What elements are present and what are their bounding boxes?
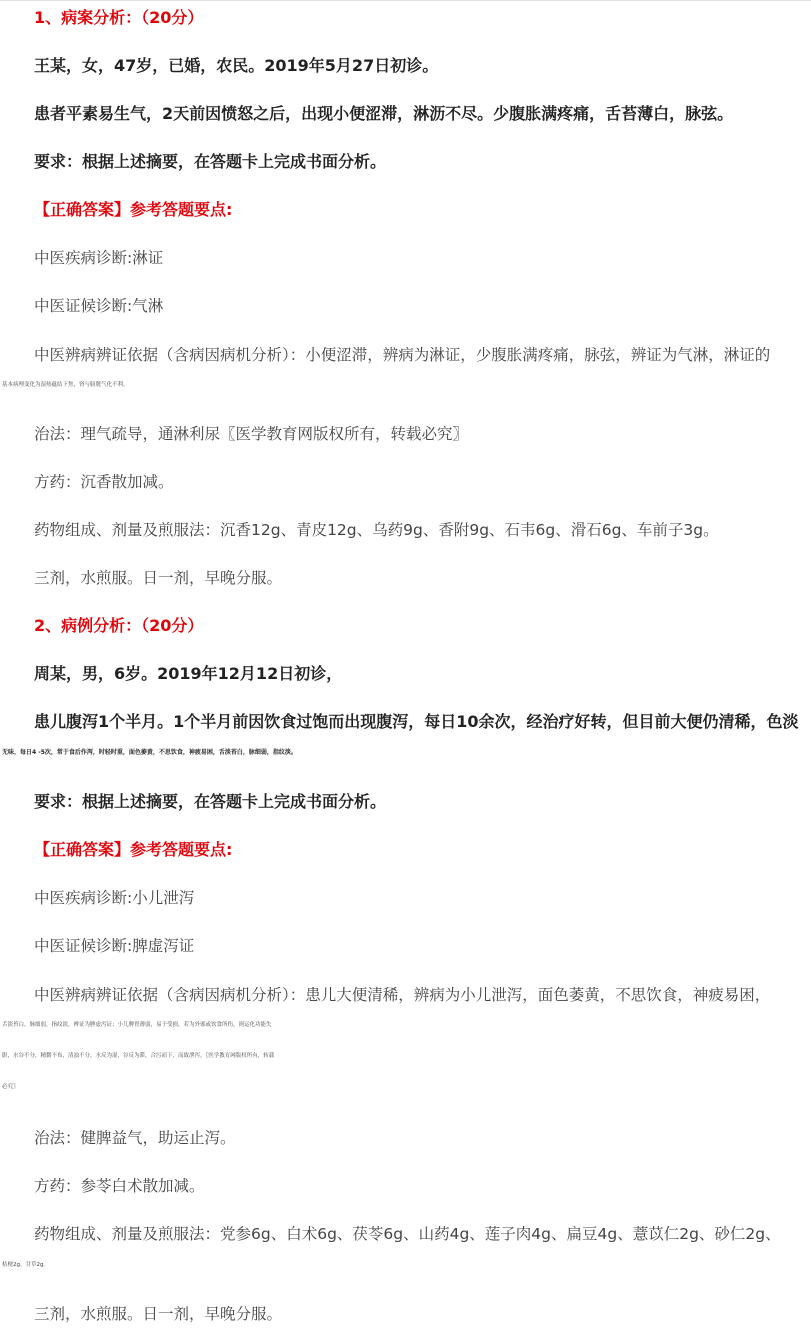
- case1-composition: 药物组成、剂量及煎服法：沉香12g、青皮12g、乌药9g、香附9g、石韦6g、滑石6g、车前子3g。: [34, 521, 719, 539]
- case2-history-line1: 患儿腹泻1个半月。1个半月前因饮食过饱而出现腹泻，每日10余次，经治疗好转，但目前大便仍清稀，色淡: [34, 712, 799, 731]
- top-border: [0, 0, 811, 1]
- case2-syndrome-diagnosis: 中医证候诊断:脾虚泻证: [34, 937, 195, 955]
- case1-dosage: 三剂，水煎服。日一剂，早晚分服。: [34, 569, 283, 587]
- case2-basis-line2: 舌淡苔白，脉细弱，指纹淡，辨证为脾虚泻证；小儿脾胃薄弱，易于受损，若为外邪或饮食所伤，则运化功能失: [2, 1022, 272, 1028]
- case1-history: 患者平素易生气，2天前因愤怒之后，出现小便涩滞，淋沥不尽。少腹胀满疼痛，舌苔薄白，脉弦。: [34, 104, 734, 123]
- case2-basis-line3: 职，水谷不分，精微不布，清浊不分，水反为湿，谷反为滞，合污而下，而致泄泻。〖医学教育网版权所有，转载: [2, 1053, 275, 1059]
- case2-heading: 2、病例分析：（20分）: [34, 616, 204, 635]
- case2-treatment: 治法：健脾益气，助运止泻。: [34, 1129, 236, 1147]
- case1-heading: 1、病案分析：（20分）: [34, 8, 204, 27]
- case1-basis-line1: 中医辨病辨证依据（含病因病机分析）：小便涩滞，辨病为淋证，少腹胀满疼痛，脉弦，辨证为气淋，淋证的: [34, 346, 771, 364]
- case2-basis-line1: 中医辨病辨证依据（含病因病机分析）：患儿大便清稀，辨病为小儿泄泻，面色萎黄，不思饮食，神疲易困，: [34, 986, 771, 1004]
- case1-basis-line2: 基本病理变化为湿热蕴结下焦，肾与膀胱气化不利。: [2, 382, 129, 388]
- case2-patient-info: 周某，男，6岁。2019年12月12日初诊，: [34, 664, 343, 683]
- case2-composition-line2: 桔梗2g、甘草2g。: [2, 1262, 49, 1268]
- case1-treatment: 治法：理气疏导，通淋利尿〖医学教育网版权所有，转载必究〗: [34, 425, 469, 443]
- case2-disease-diagnosis: 中医疾病诊断:小儿泄泻: [34, 889, 195, 907]
- case2-history-line2: 无味，每日4 -5次，常于食后作泻，时轻时重，面色萎黄，不思饮食，神疲易困，舌淡苔白，脉细弱，指纹淡。: [2, 749, 297, 756]
- case1-formula: 方药：沉香散加减。: [34, 473, 174, 491]
- case2-formula: 方药：参苓白术散加减。: [34, 1177, 205, 1195]
- case1-syndrome-diagnosis: 中医证候诊断:气淋: [34, 297, 164, 315]
- case1-disease-diagnosis: 中医疾病诊断:淋证: [34, 249, 164, 267]
- case2-requirement: 要求：根据上述摘要，在答题卡上完成书面分析。: [34, 792, 387, 811]
- case2-answer-heading: 【正确答案】参考答题要点:: [34, 840, 233, 859]
- case1-patient-info: 王某，女，47岁，已婚，农民。2019年5月27日初诊。: [34, 56, 439, 75]
- case1-requirement: 要求：根据上述摘要，在答题卡上完成书面分析。: [34, 152, 387, 171]
- case2-dosage: 三剂，水煎服。日一剂，早晚分服。: [34, 1305, 283, 1323]
- case2-basis-line4: 必究〗: [2, 1084, 19, 1090]
- case1-answer-heading: 【正确答案】参考答题要点:: [34, 200, 233, 219]
- case2-composition-line1: 药物组成、剂量及煎服法：党参6g、白术6g、茯苓6g、山药4g、莲子肉4g、扁豆4g、薏苡仁2g、砂仁2g、: [34, 1225, 781, 1243]
